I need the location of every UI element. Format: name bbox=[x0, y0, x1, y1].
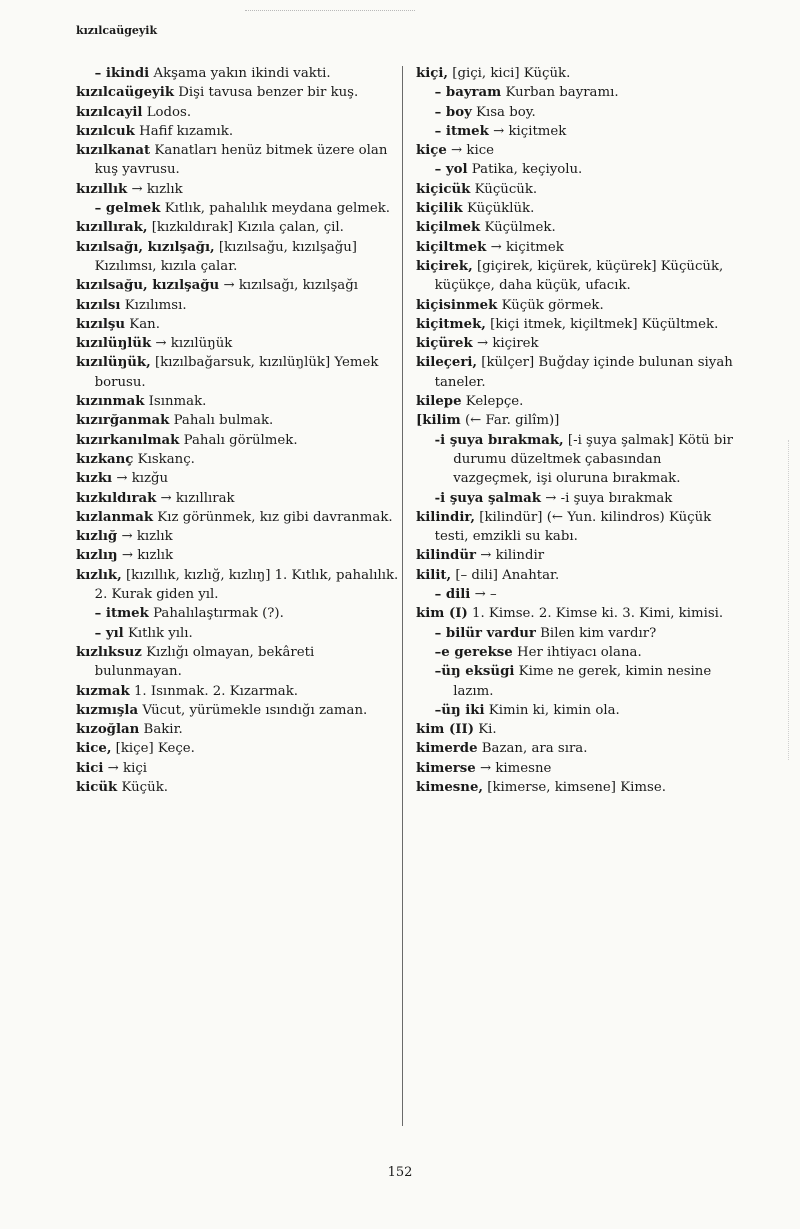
entry-definition: → kızlık bbox=[117, 529, 173, 545]
dictionary-entry bbox=[76, 199, 402, 218]
entry-headword: – bayram bbox=[434, 85, 502, 101]
dictionary-entry bbox=[76, 624, 402, 643]
dictionary-entry bbox=[416, 546, 742, 565]
right-column bbox=[416, 64, 742, 797]
entry-headword: kicük bbox=[76, 779, 118, 795]
entry-headword: kızkanç bbox=[76, 451, 134, 467]
entry-headword: – gelmek bbox=[94, 201, 161, 217]
entry-definition: Vücut, yürümekle ısındığı zaman. bbox=[138, 702, 368, 718]
entry-headword: kilepe bbox=[416, 394, 462, 410]
entry-headword: – yıl bbox=[94, 625, 124, 641]
entry-definition: → – bbox=[470, 587, 497, 603]
entry-headword: kiçilmek bbox=[416, 220, 481, 236]
entry-headword: – bilür vardur bbox=[434, 625, 536, 641]
entry-headword: kızıllık bbox=[76, 181, 128, 197]
dictionary-entry bbox=[416, 64, 742, 83]
entry-definition: [külçer] Buğday içinde bulunan siyah taneler. bbox=[434, 355, 733, 390]
entry-headword: kızılcayil bbox=[76, 104, 143, 120]
entry-definition: Patika, keçiyolu. bbox=[467, 162, 583, 178]
entry-headword: kici bbox=[76, 760, 104, 776]
entry-definition: [– dili] Anahtar. bbox=[451, 567, 560, 583]
entry-headword: kimesne, bbox=[416, 779, 484, 795]
entry-headword: – itmek bbox=[94, 606, 149, 622]
entry-definition: Kimin ki, kimin ola. bbox=[484, 702, 620, 718]
page-number: 152 bbox=[387, 1165, 413, 1180]
entry-definition: [kiçe] Keçe. bbox=[111, 741, 195, 757]
dictionary-entry bbox=[76, 218, 402, 237]
entry-definition: Bakir. bbox=[139, 722, 183, 738]
dictionary-entry bbox=[76, 469, 402, 488]
entry-headword: kileçeri, bbox=[416, 355, 478, 371]
entry-definition: Her ihtiyacı olana. bbox=[512, 644, 642, 660]
dictionary-entry bbox=[416, 604, 742, 623]
dictionary-entry bbox=[416, 759, 742, 778]
column-divider bbox=[402, 66, 403, 1126]
entry-headword: [kilim bbox=[416, 413, 461, 429]
entry-headword: kiçürek bbox=[416, 336, 473, 352]
entry-definition: Dişi tavusa benzer bir kuş. bbox=[174, 85, 359, 101]
entry-definition: [kızılsağu, kızılşağu] Kızılımsı, kızıla çalar. bbox=[94, 239, 357, 274]
dictionary-entry bbox=[76, 353, 402, 392]
entry-headword: kızılcaügeyik bbox=[76, 85, 175, 101]
entry-definition: → kızlık bbox=[117, 548, 174, 564]
dictionary-entry bbox=[416, 160, 742, 179]
entry-headword: kızılsağı, kızılşağı, bbox=[76, 239, 215, 255]
entry-headword: kızılşu bbox=[76, 316, 126, 332]
entry-headword: kiçiltmek bbox=[416, 239, 487, 255]
entry-headword: kızmışla bbox=[76, 702, 139, 718]
dictionary-entry bbox=[416, 411, 742, 430]
dictionary-entry bbox=[76, 682, 402, 701]
entry-definition: Küçük görmek. bbox=[497, 297, 604, 313]
entry-definition: Pahalı görülmek. bbox=[179, 432, 298, 448]
entry-definition: Kelepçe. bbox=[461, 394, 524, 410]
dictionary-entry bbox=[76, 334, 402, 353]
entry-definition: → kiçitmek bbox=[486, 239, 564, 255]
entry-definition: Bilen kim vardır? bbox=[535, 625, 657, 641]
entry-definition: [kilindür] (← Yun. kilindros) Küçük testi, emzikli su kabı. bbox=[434, 509, 712, 545]
entry-definition: [kızılbağarsuk, kızılüŋlük] Yemek borusu. bbox=[94, 355, 379, 390]
dictionary-entry bbox=[416, 624, 742, 643]
entry-definition: → kiçitmek bbox=[488, 123, 567, 139]
entry-definition: Kime ne gerek, kimin nesine lazım. bbox=[453, 664, 712, 699]
entry-definition: → kızılsağı, kızılşağı bbox=[219, 278, 358, 294]
entry-definition: [kızıllık, kızlığ, kızlıŋ] 1. Kıtlık, pahalılık. 2. Kurak giden yıl. bbox=[94, 567, 399, 603]
entry-headword: kiçirek, bbox=[416, 258, 473, 274]
dictionary-entry bbox=[416, 296, 742, 315]
dictionary-entry bbox=[76, 296, 402, 315]
entry-headword: kızlıksuz bbox=[76, 644, 142, 660]
dictionary-entry bbox=[416, 489, 742, 508]
entry-headword: kızılcuk bbox=[76, 123, 135, 139]
entry-headword: kızlıŋ bbox=[76, 548, 118, 564]
entry-definition: Kıtlık, pahalılık meydana gelmek. bbox=[160, 201, 391, 217]
entry-definition: Kan. bbox=[125, 316, 160, 332]
dictionary-entry bbox=[76, 566, 402, 605]
dictionary-entry bbox=[416, 238, 742, 257]
entry-headword: kızılüŋük, bbox=[76, 355, 151, 371]
entry-headword: –e gerekse bbox=[434, 644, 513, 660]
left-column bbox=[76, 64, 402, 797]
entry-definition: Bazan, ara sıra. bbox=[477, 741, 588, 757]
dictionary-entry bbox=[76, 759, 402, 778]
entry-headword: kızoğlan bbox=[76, 722, 140, 738]
entry-headword: -i şuya şalmak bbox=[434, 490, 542, 506]
entry-headword: kiçisinmek bbox=[416, 297, 498, 313]
dictionary-entry bbox=[76, 604, 402, 623]
entry-definition: Pahalılaştırmak (?). bbox=[148, 606, 284, 622]
entry-definition: → kızıllırak bbox=[156, 490, 235, 506]
margin-dots bbox=[788, 440, 789, 760]
dictionary-entry bbox=[76, 103, 402, 122]
dictionary-entry bbox=[76, 315, 402, 334]
dictionary-entry bbox=[76, 701, 402, 720]
entry-definition: Ki. bbox=[474, 722, 497, 738]
entry-definition: → kızğu bbox=[112, 471, 169, 487]
entry-headword: kiçe bbox=[416, 143, 447, 159]
entry-headword: kiçitmek, bbox=[416, 316, 486, 332]
entry-headword: -i şuya bırakmak, bbox=[434, 432, 564, 448]
running-head: kızılcaügeyik bbox=[76, 24, 158, 37]
entry-headword: kızırkanılmak bbox=[76, 432, 180, 448]
entry-definition: Kız görünmek, kız gibi davranmak. bbox=[153, 509, 393, 525]
dictionary-entry bbox=[76, 739, 402, 758]
entry-definition: Kurban bayramı. bbox=[501, 85, 619, 101]
entry-headword: kızıllırak, bbox=[76, 220, 148, 236]
entry-definition: Kısa boy. bbox=[471, 104, 536, 120]
dictionary-entry bbox=[416, 566, 742, 585]
entry-definition: Kızılımsı. bbox=[120, 297, 187, 313]
entry-definition: Kıtlık yılı. bbox=[123, 625, 193, 641]
entry-headword: kiçi, bbox=[416, 66, 449, 81]
entry-definition: Küçüklük. bbox=[462, 201, 535, 217]
entry-definition: [kiçi itmek, kiçiltmek] Küçültmek. bbox=[485, 316, 719, 332]
dictionary-entry bbox=[76, 643, 402, 682]
dictionary-entry bbox=[416, 122, 742, 141]
entry-headword: kiçilik bbox=[416, 201, 463, 217]
entry-headword: kızılüŋlük bbox=[76, 336, 152, 352]
entry-definition: Küçücük. bbox=[470, 181, 538, 197]
dictionary-entry bbox=[76, 64, 402, 83]
entry-headword: kızılkanat bbox=[76, 143, 151, 159]
dictionary-entry bbox=[416, 199, 742, 218]
dictionary-entry bbox=[76, 450, 402, 469]
entry-headword: kızkı bbox=[76, 471, 113, 487]
dictionary-entry bbox=[416, 643, 742, 662]
entry-headword: kimerde bbox=[416, 741, 478, 757]
entry-definition: 1. Isınmak. 2. Kızarmak. bbox=[129, 683, 299, 699]
dictionary-entry bbox=[76, 508, 402, 527]
dictionary-entry bbox=[76, 392, 402, 411]
entry-definition: Kızlığı olmayan, bekâreti bulunmayan. bbox=[94, 644, 315, 680]
dictionary-entry bbox=[416, 508, 742, 547]
top-rule bbox=[245, 10, 415, 12]
entry-definition: 1. Kimse. 2. Kimse ki. 3. Kimi, kimisi. bbox=[467, 606, 724, 622]
entry-definition: → -i şuya bırakmak bbox=[541, 490, 673, 506]
entry-definition: (← Far. gilîm)] bbox=[460, 413, 560, 429]
dictionary-entry bbox=[76, 180, 402, 199]
dictionary-entry bbox=[416, 662, 742, 701]
entry-definition: [kimerse, kimsene] Kimse. bbox=[483, 779, 666, 795]
dictionary-entry bbox=[416, 334, 742, 353]
entry-headword: kızılsı bbox=[76, 297, 121, 313]
dictionary-entry bbox=[416, 218, 742, 237]
dictionary-entry bbox=[76, 141, 402, 180]
entry-headword: kızmak bbox=[76, 683, 130, 699]
dictionary-entry bbox=[416, 585, 742, 604]
entry-definition: Kanatları henüz bitmek üzere olan kuş yavrusu. bbox=[94, 143, 388, 178]
dictionary-entry bbox=[76, 527, 402, 546]
entry-headword: kim (II) bbox=[416, 722, 474, 738]
dictionary-entry bbox=[76, 546, 402, 565]
dictionary-entry bbox=[416, 257, 742, 296]
entry-headword: kiçicük bbox=[416, 181, 471, 197]
dictionary-entry bbox=[416, 141, 742, 160]
entry-headword: kızlık, bbox=[76, 567, 122, 583]
dictionary-entry bbox=[416, 431, 742, 489]
dictionary-entry bbox=[76, 431, 402, 450]
dictionary-entry bbox=[416, 739, 742, 758]
entry-headword: kilit, bbox=[416, 567, 452, 583]
dictionary-entry bbox=[76, 122, 402, 141]
entry-headword: – itmek bbox=[434, 123, 489, 139]
entry-definition: → kızlık bbox=[127, 181, 183, 197]
entry-definition: Hafif kızamık. bbox=[134, 123, 234, 139]
entry-definition: [giçirek, kiçürek, küçürek] Küçücük, küçükçe, daha küçük, ufacık. bbox=[434, 258, 724, 294]
entry-headword: kızınmak bbox=[76, 394, 145, 410]
dictionary-entry bbox=[76, 83, 402, 102]
dictionary-entry bbox=[416, 83, 742, 102]
entry-headword: kice, bbox=[76, 741, 112, 757]
dictionary-entry bbox=[416, 180, 742, 199]
entry-headword: kilindir, bbox=[416, 509, 476, 525]
dictionary-entry bbox=[416, 778, 742, 797]
entry-definition: Küçülmek. bbox=[480, 220, 556, 236]
entry-headword: kızlığ bbox=[76, 529, 118, 545]
entry-definition: → kilindir bbox=[476, 548, 545, 564]
dictionary-entry bbox=[416, 392, 742, 411]
dictionary-entry bbox=[76, 238, 402, 277]
dictionary-entry bbox=[416, 701, 742, 720]
dictionary-entry bbox=[76, 778, 402, 797]
entry-definition: → kiçirek bbox=[472, 336, 539, 352]
entry-headword: kızkıldırak bbox=[76, 490, 157, 506]
entry-definition: → kızılüŋük bbox=[151, 336, 233, 352]
dictionary-entry bbox=[416, 103, 742, 122]
entry-headword: kimerse bbox=[416, 760, 476, 776]
entry-definition: [-i şuya şalmak] Kötü bir durumu düzeltmek çabasından vazgeçmek, işi oluruna bırakmak. bbox=[453, 432, 733, 487]
entry-definition: Akşama yakın ikindi vakti. bbox=[149, 66, 331, 81]
entry-headword: kızılsağu, kızılşağu bbox=[76, 278, 220, 294]
dictionary-entry bbox=[76, 276, 402, 295]
entry-definition: → kimesne bbox=[475, 760, 552, 776]
entry-headword: – dili bbox=[434, 587, 471, 603]
dictionary-entry bbox=[76, 720, 402, 739]
entry-headword: – boy bbox=[434, 104, 472, 120]
entry-definition: Lodos. bbox=[142, 104, 192, 120]
dictionary-entry bbox=[76, 489, 402, 508]
entry-definition: [giçi, kici] Küçük. bbox=[448, 66, 571, 81]
dictionary-entry bbox=[416, 353, 742, 392]
entry-definition: Küçük. bbox=[117, 779, 168, 795]
entry-headword: kızlanmak bbox=[76, 509, 154, 525]
dictionary-entry bbox=[416, 315, 742, 334]
entry-definition: [kızkıldırak] Kızıla çalan, çil. bbox=[147, 220, 344, 236]
dictionary-entry bbox=[416, 720, 742, 739]
entry-headword: –üŋ iki bbox=[434, 702, 485, 718]
dictionary-entry bbox=[76, 411, 402, 430]
entry-headword: kim (I) bbox=[416, 606, 468, 622]
entry-definition: → kiçi bbox=[103, 760, 148, 776]
entry-headword: kızırğanmak bbox=[76, 413, 170, 429]
entry-definition: Kıskanç. bbox=[133, 451, 195, 467]
entry-definition: → kice bbox=[446, 143, 495, 159]
entry-headword: – ikindi bbox=[94, 66, 150, 81]
entry-headword: –üŋ eksügi bbox=[434, 664, 515, 680]
entry-definition: Pahalı bulmak. bbox=[169, 413, 274, 429]
entry-headword: kilindür bbox=[416, 548, 477, 564]
entry-headword: – yol bbox=[434, 162, 468, 178]
entry-definition: Isınmak. bbox=[144, 394, 207, 410]
